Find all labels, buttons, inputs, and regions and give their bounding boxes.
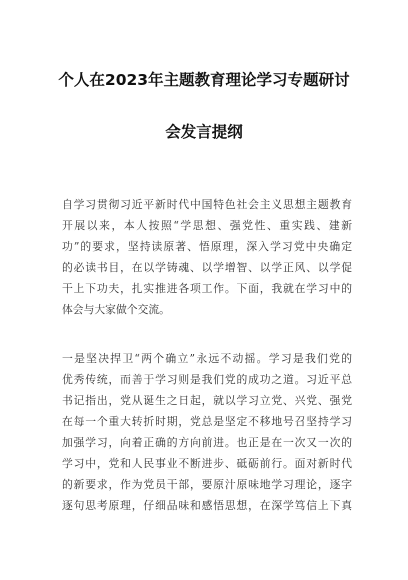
paragraph-line: 一是坚决捍卫“两个确立”永远不动摇。学习是我们党的 [62, 352, 352, 365]
paragraph-line: 加强学习，向着正确的方向前进。也正是在一次又一次的 [62, 436, 352, 449]
paragraph-line: 的新要求，作为党员干部，要原汁原味地学习理论，逐字 [62, 478, 352, 491]
paragraph-line: 书记指出，党从诞生之日起，就以学习立党、兴党、强党 [62, 394, 352, 407]
paragraph-line: 功”的要求，坚持读原著、悟原理，深入学习党中央确定 [62, 240, 352, 253]
document-title-line-1: 个人在2023年主题教育理论学习专题研讨 [58, 71, 350, 89]
paragraph-line: 优秀传统，而善于学习则是我们党的成功之道。习近平总 [62, 373, 352, 386]
paragraph-line: 干上下功夫，扎实推进各项工作。下面，我就在学习中的 [62, 282, 352, 295]
document-title-line-2: 会发言提纲 [165, 123, 243, 141]
paragraph-line: 学习中，党和人民事业不断进步、砥砺前行。面对新时代 [62, 457, 352, 470]
paragraph-line: 体会与大家做个交流。 [62, 303, 170, 316]
paragraph-line: 开展以来，本人按照“学思想、强党性、重实践、建新 [62, 219, 352, 232]
paragraph-line: 在每一个重大转折时期，党总是坚定不移地号召坚持学习 [62, 415, 352, 428]
paragraph-line: 的必读书目，在以学铸魂、以学增智、以学正风、以学促 [62, 261, 352, 274]
paragraph-line: 自学习贯彻习近平新时代中国特色社会主义思想主题教育 [62, 198, 352, 211]
paragraph-line: 逐句思考原理，仔细品味和感悟思想，在深学笃信上下真 [62, 499, 352, 512]
